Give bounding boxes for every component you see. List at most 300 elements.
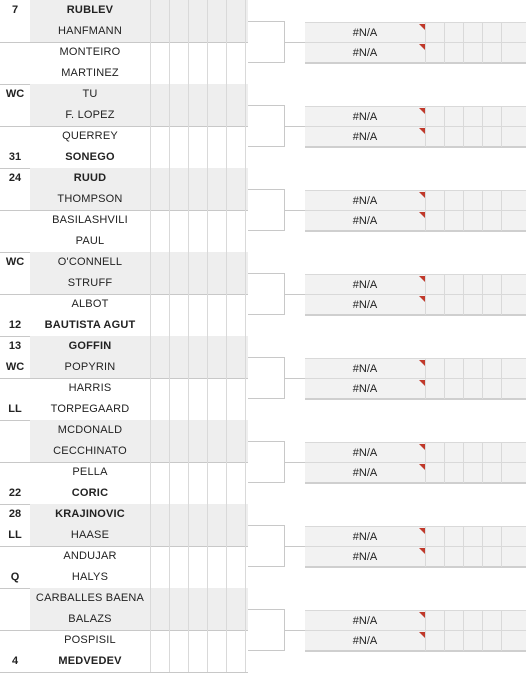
player-row[interactable] — [0, 0, 248, 21]
set-score-cell[interactable] — [169, 294, 188, 315]
set-score-cell[interactable] — [169, 105, 188, 126]
set-score-cell[interactable] — [188, 630, 207, 651]
set-score-cell[interactable] — [150, 231, 169, 252]
set-score-cell[interactable] — [226, 105, 245, 126]
set-score-cell[interactable] — [150, 462, 169, 483]
set-score-cell[interactable] — [169, 609, 188, 630]
set-score-cell[interactable] — [169, 336, 188, 357]
set-score-cell[interactable] — [169, 651, 188, 672]
player-row[interactable] — [0, 567, 248, 588]
set-score-cell[interactable] — [463, 295, 482, 315]
player-row[interactable] — [0, 483, 248, 504]
set-score-cell[interactable] — [150, 630, 169, 651]
set-score-cell[interactable] — [169, 546, 188, 567]
seed-cell[interactable] — [0, 294, 30, 315]
seed-cell[interactable]: WC — [5, 88, 25, 100]
set-score-cell[interactable] — [188, 378, 207, 399]
set-score-cell[interactable] — [226, 504, 245, 525]
set-score-cell[interactable] — [207, 168, 226, 189]
set-score-cell[interactable] — [226, 441, 245, 462]
player-row[interactable] — [0, 441, 248, 462]
set-score-cell[interactable] — [150, 504, 169, 525]
player-name-cell[interactable]: CORIC — [71, 487, 109, 499]
set-score-cell[interactable] — [226, 273, 245, 294]
second-round-slot[interactable] — [305, 190, 526, 211]
set-score-cell[interactable] — [169, 630, 188, 651]
player-row[interactable] — [0, 399, 248, 420]
set-score-cell[interactable] — [188, 273, 207, 294]
set-score-cell[interactable] — [150, 168, 169, 189]
set-score-cell[interactable] — [226, 126, 245, 147]
set-score-cell[interactable] — [482, 275, 501, 295]
set-score-cell[interactable] — [207, 483, 226, 504]
set-score-cell[interactable] — [482, 43, 501, 63]
player-row[interactable] — [0, 378, 248, 399]
player-name-cell[interactable]: PELLA — [72, 466, 108, 478]
set-score-cell[interactable] — [169, 42, 188, 63]
second-round-slot[interactable] — [305, 463, 526, 484]
set-score-cell[interactable] — [226, 525, 245, 546]
set-score-cell[interactable] — [425, 379, 444, 399]
set-score-cell[interactable] — [226, 609, 245, 630]
set-score-cell[interactable] — [463, 547, 482, 567]
player-row[interactable] — [0, 651, 248, 672]
player-row[interactable] — [0, 273, 248, 294]
set-score-cell[interactable] — [188, 294, 207, 315]
player-row[interactable] — [0, 546, 248, 567]
set-score-cell[interactable] — [169, 525, 188, 546]
set-score-cell[interactable] — [444, 463, 463, 483]
player-name-cell[interactable]: CECCHINATO — [30, 441, 150, 462]
second-round-slot[interactable] — [305, 127, 526, 148]
set-score-cell[interactable] — [150, 42, 169, 63]
set-score-cell[interactable] — [169, 147, 188, 168]
set-score-cell[interactable] — [207, 0, 226, 21]
set-score-cell[interactable] — [188, 105, 207, 126]
set-score-cell[interactable] — [188, 525, 207, 546]
seed-cell[interactable] — [0, 630, 30, 651]
second-round-slot[interactable] — [305, 43, 526, 64]
set-score-cell[interactable] — [444, 359, 463, 379]
set-score-cell[interactable] — [207, 357, 226, 378]
set-score-cell[interactable] — [463, 211, 482, 231]
set-score-cell[interactable] — [425, 43, 444, 63]
set-score-cell[interactable] — [150, 525, 169, 546]
set-score-cell[interactable] — [226, 189, 245, 210]
player-name-cell[interactable]: TORPEGAARD — [50, 403, 130, 415]
seed-cell[interactable] — [0, 609, 30, 630]
seed-cell[interactable] — [0, 189, 30, 210]
set-score-cell[interactable] — [226, 84, 245, 105]
player-name-cell[interactable]: QUERREY — [62, 130, 118, 142]
set-score-cell[interactable] — [501, 275, 520, 295]
set-score-cell[interactable] — [501, 23, 520, 43]
seed-cell[interactable] — [0, 378, 30, 399]
set-score-cell[interactable] — [444, 443, 463, 463]
set-score-cell[interactable] — [226, 210, 245, 231]
set-score-cell[interactable] — [169, 252, 188, 273]
set-score-cell[interactable] — [188, 441, 207, 462]
set-score-cell[interactable] — [501, 127, 520, 147]
set-score-cell[interactable] — [482, 23, 501, 43]
set-score-cell[interactable] — [188, 357, 207, 378]
seed-cell[interactable] — [0, 105, 30, 126]
player-name-cell[interactable]: KRAJINOVIC — [30, 504, 150, 525]
set-score-cell[interactable] — [501, 359, 520, 379]
set-score-cell[interactable] — [188, 21, 207, 42]
set-score-cell[interactable] — [207, 336, 226, 357]
set-score-cell[interactable] — [463, 191, 482, 211]
player-name-cell[interactable]: POSPISIL — [64, 634, 116, 646]
set-score-cell[interactable] — [188, 420, 207, 441]
player-name-cell[interactable]: GOFFIN — [30, 336, 150, 357]
set-score-cell[interactable] — [188, 147, 207, 168]
set-score-cell[interactable] — [226, 483, 245, 504]
set-score-cell[interactable] — [207, 525, 226, 546]
player-name-cell[interactable]: CARBALLES BAENA — [30, 588, 150, 609]
player-row[interactable] — [0, 294, 248, 315]
set-score-cell[interactable] — [463, 43, 482, 63]
set-score-cell[interactable] — [425, 611, 444, 631]
set-score-cell[interactable] — [207, 399, 226, 420]
set-score-cell[interactable] — [188, 315, 207, 336]
set-score-cell[interactable] — [482, 359, 501, 379]
set-score-cell[interactable] — [207, 189, 226, 210]
player-name-cell[interactable]: BAUTISTA AGUT — [44, 319, 136, 331]
player-row[interactable] — [0, 105, 248, 126]
set-score-cell[interactable] — [444, 191, 463, 211]
set-score-cell[interactable] — [501, 43, 520, 63]
set-score-cell[interactable] — [444, 107, 463, 127]
player-row[interactable] — [0, 525, 248, 546]
seed-cell[interactable]: 13 — [8, 340, 22, 352]
set-score-cell[interactable] — [226, 630, 245, 651]
seed-cell[interactable] — [0, 420, 30, 441]
set-score-cell[interactable] — [207, 126, 226, 147]
set-score-cell[interactable] — [188, 651, 207, 672]
set-score-cell[interactable] — [150, 210, 169, 231]
set-score-cell[interactable] — [501, 107, 520, 127]
set-score-cell[interactable] — [207, 210, 226, 231]
set-score-cell[interactable] — [463, 631, 482, 651]
set-score-cell[interactable] — [150, 483, 169, 504]
seed-cell[interactable]: 24 — [8, 172, 22, 184]
set-score-cell[interactable] — [169, 231, 188, 252]
set-score-cell[interactable] — [501, 631, 520, 651]
set-score-cell[interactable] — [501, 527, 520, 547]
player-name-cell[interactable]: MEDVEDEV — [58, 655, 122, 667]
player-name-cell[interactable]: RUBLEV — [30, 0, 150, 21]
set-score-cell[interactable] — [169, 378, 188, 399]
player-row[interactable] — [0, 357, 248, 378]
player-row[interactable] — [0, 189, 248, 210]
player-name-cell[interactable]: MARTINEZ — [61, 67, 119, 79]
set-score-cell[interactable] — [188, 399, 207, 420]
second-round-slot[interactable] — [305, 547, 526, 568]
set-score-cell[interactable] — [425, 191, 444, 211]
set-score-cell[interactable] — [150, 441, 169, 462]
set-score-cell[interactable] — [226, 651, 245, 672]
seed-cell[interactable]: Q — [10, 571, 20, 583]
set-score-cell[interactable] — [207, 378, 226, 399]
set-score-cell[interactable] — [169, 84, 188, 105]
set-score-cell[interactable] — [226, 21, 245, 42]
player-name-cell[interactable]: POPYRIN — [30, 357, 150, 378]
seed-cell[interactable] — [0, 63, 30, 84]
player-name-cell[interactable]: ALBOT — [71, 298, 109, 310]
set-score-cell[interactable] — [444, 211, 463, 231]
set-score-cell[interactable] — [188, 504, 207, 525]
set-score-cell[interactable] — [150, 273, 169, 294]
player-row[interactable] — [0, 252, 248, 273]
set-score-cell[interactable] — [169, 126, 188, 147]
set-score-cell[interactable] — [150, 126, 169, 147]
set-score-cell[interactable] — [463, 611, 482, 631]
set-score-cell[interactable] — [169, 441, 188, 462]
set-score-cell[interactable] — [150, 420, 169, 441]
second-round-slot[interactable] — [305, 610, 526, 631]
set-score-cell[interactable] — [207, 231, 226, 252]
set-score-cell[interactable] — [501, 463, 520, 483]
seed-cell[interactable] — [0, 231, 30, 252]
set-score-cell[interactable] — [444, 547, 463, 567]
set-score-cell[interactable] — [207, 147, 226, 168]
seed-cell[interactable] — [0, 441, 30, 462]
set-score-cell[interactable] — [226, 294, 245, 315]
set-score-cell[interactable] — [188, 336, 207, 357]
set-score-cell[interactable] — [444, 43, 463, 63]
set-score-cell[interactable] — [150, 21, 169, 42]
set-score-cell[interactable] — [482, 295, 501, 315]
set-score-cell[interactable] — [169, 21, 188, 42]
set-score-cell[interactable] — [207, 546, 226, 567]
set-score-cell[interactable] — [226, 357, 245, 378]
set-score-cell[interactable] — [169, 504, 188, 525]
set-score-cell[interactable] — [463, 275, 482, 295]
set-score-cell[interactable] — [226, 0, 245, 21]
set-score-cell[interactable] — [444, 379, 463, 399]
set-score-cell[interactable] — [226, 546, 245, 567]
set-score-cell[interactable] — [482, 127, 501, 147]
seed-cell[interactable] — [0, 546, 30, 567]
second-round-slot[interactable] — [305, 106, 526, 127]
set-score-cell[interactable] — [482, 379, 501, 399]
player-row[interactable] — [0, 504, 248, 525]
seed-cell[interactable]: 31 — [8, 151, 22, 163]
set-score-cell[interactable] — [207, 42, 226, 63]
second-round-slot[interactable] — [305, 22, 526, 43]
set-score-cell[interactable] — [169, 357, 188, 378]
set-score-cell[interactable] — [207, 63, 226, 84]
set-score-cell[interactable] — [188, 210, 207, 231]
set-score-cell[interactable] — [501, 295, 520, 315]
set-score-cell[interactable] — [226, 420, 245, 441]
set-score-cell[interactable] — [226, 588, 245, 609]
player-name-cell[interactable]: TU — [30, 84, 150, 105]
set-score-cell[interactable] — [226, 462, 245, 483]
set-score-cell[interactable] — [150, 294, 169, 315]
set-score-cell[interactable] — [444, 611, 463, 631]
set-score-cell[interactable] — [425, 631, 444, 651]
player-row[interactable] — [0, 126, 248, 147]
set-score-cell[interactable] — [188, 588, 207, 609]
seed-cell[interactable] — [0, 42, 30, 63]
set-score-cell[interactable] — [150, 84, 169, 105]
set-score-cell[interactable] — [425, 127, 444, 147]
set-score-cell[interactable] — [169, 273, 188, 294]
player-name-cell[interactable]: THOMPSON — [30, 189, 150, 210]
second-round-slot[interactable] — [305, 379, 526, 400]
seed-cell[interactable] — [0, 588, 30, 609]
player-row[interactable] — [0, 609, 248, 630]
set-score-cell[interactable] — [501, 379, 520, 399]
player-name-cell[interactable]: SONEGO — [65, 151, 115, 163]
set-score-cell[interactable] — [425, 527, 444, 547]
set-score-cell[interactable] — [226, 567, 245, 588]
set-score-cell[interactable] — [226, 63, 245, 84]
seed-cell[interactable] — [0, 210, 30, 231]
set-score-cell[interactable] — [207, 420, 226, 441]
set-score-cell[interactable] — [207, 315, 226, 336]
set-score-cell[interactable] — [425, 295, 444, 315]
set-score-cell[interactable] — [207, 252, 226, 273]
player-row[interactable] — [0, 210, 248, 231]
set-score-cell[interactable] — [150, 147, 169, 168]
set-score-cell[interactable] — [169, 0, 188, 21]
set-score-cell[interactable] — [226, 231, 245, 252]
player-name-cell[interactable]: RUUD — [30, 168, 150, 189]
second-round-slot[interactable] — [305, 274, 526, 295]
seed-cell[interactable]: 4 — [11, 655, 19, 667]
set-score-cell[interactable] — [482, 107, 501, 127]
player-name-cell[interactable]: HARRIS — [68, 382, 112, 394]
set-score-cell[interactable] — [226, 147, 245, 168]
set-score-cell[interactable] — [501, 547, 520, 567]
set-score-cell[interactable] — [207, 462, 226, 483]
set-score-cell[interactable] — [425, 359, 444, 379]
player-name-cell[interactable]: MONTEIRO — [59, 46, 121, 58]
set-score-cell[interactable] — [150, 546, 169, 567]
second-round-slot[interactable] — [305, 358, 526, 379]
set-score-cell[interactable] — [169, 399, 188, 420]
set-score-cell[interactable] — [169, 63, 188, 84]
seed-cell[interactable] — [0, 273, 30, 294]
second-round-slot[interactable] — [305, 442, 526, 463]
set-score-cell[interactable] — [501, 211, 520, 231]
set-score-cell[interactable] — [463, 463, 482, 483]
set-score-cell[interactable] — [444, 275, 463, 295]
second-round-slot[interactable] — [305, 211, 526, 232]
set-score-cell[interactable] — [150, 315, 169, 336]
set-score-cell[interactable] — [463, 443, 482, 463]
set-score-cell[interactable] — [169, 189, 188, 210]
set-score-cell[interactable] — [188, 63, 207, 84]
second-round-slot[interactable] — [305, 526, 526, 547]
player-name-cell[interactable]: PAUL — [75, 235, 105, 247]
second-round-slot[interactable] — [305, 295, 526, 316]
set-score-cell[interactable] — [207, 609, 226, 630]
seed-cell[interactable] — [0, 126, 30, 147]
player-row[interactable] — [0, 168, 248, 189]
set-score-cell[interactable] — [150, 378, 169, 399]
seed-cell[interactable]: WC — [5, 256, 25, 268]
set-score-cell[interactable] — [207, 441, 226, 462]
player-row[interactable] — [0, 462, 248, 483]
seed-cell[interactable]: 28 — [8, 508, 22, 520]
set-score-cell[interactable] — [207, 504, 226, 525]
set-score-cell[interactable] — [226, 315, 245, 336]
seed-cell[interactable]: LL — [8, 529, 22, 541]
set-score-cell[interactable] — [425, 443, 444, 463]
set-score-cell[interactable] — [444, 631, 463, 651]
set-score-cell[interactable] — [188, 462, 207, 483]
set-score-cell[interactable] — [425, 275, 444, 295]
set-score-cell[interactable] — [188, 231, 207, 252]
set-score-cell[interactable] — [226, 378, 245, 399]
set-score-cell[interactable] — [169, 168, 188, 189]
set-score-cell[interactable] — [150, 357, 169, 378]
set-score-cell[interactable] — [482, 463, 501, 483]
set-score-cell[interactable] — [207, 588, 226, 609]
player-row[interactable] — [0, 630, 248, 651]
set-score-cell[interactable] — [150, 588, 169, 609]
set-score-cell[interactable] — [169, 210, 188, 231]
set-score-cell[interactable] — [188, 546, 207, 567]
set-score-cell[interactable] — [482, 547, 501, 567]
set-score-cell[interactable] — [207, 21, 226, 42]
set-score-cell[interactable] — [207, 567, 226, 588]
player-row[interactable] — [0, 21, 248, 42]
set-score-cell[interactable] — [207, 84, 226, 105]
set-score-cell[interactable] — [188, 168, 207, 189]
seed-cell[interactable]: WC — [5, 361, 25, 373]
player-row[interactable] — [0, 63, 248, 84]
set-score-cell[interactable] — [226, 252, 245, 273]
set-score-cell[interactable] — [501, 611, 520, 631]
player-name-cell[interactable]: F. LOPEZ — [30, 105, 150, 126]
seed-cell[interactable] — [0, 462, 30, 483]
player-name-cell[interactable]: BASILASHVILI — [52, 214, 128, 226]
player-name-cell[interactable]: HALYS — [71, 571, 109, 583]
set-score-cell[interactable] — [150, 336, 169, 357]
player-name-cell[interactable]: HANFMANN — [30, 21, 150, 42]
set-score-cell[interactable] — [501, 443, 520, 463]
set-score-cell[interactable] — [463, 379, 482, 399]
set-score-cell[interactable] — [425, 547, 444, 567]
set-score-cell[interactable] — [150, 252, 169, 273]
set-score-cell[interactable] — [207, 105, 226, 126]
set-score-cell[interactable] — [425, 463, 444, 483]
set-score-cell[interactable] — [226, 336, 245, 357]
set-score-cell[interactable] — [188, 42, 207, 63]
set-score-cell[interactable] — [150, 651, 169, 672]
set-score-cell[interactable] — [482, 443, 501, 463]
seed-cell[interactable]: LL — [8, 403, 22, 415]
player-row[interactable] — [0, 336, 248, 357]
set-score-cell[interactable] — [150, 609, 169, 630]
player-name-cell[interactable]: HAASE — [30, 525, 150, 546]
set-score-cell[interactable] — [482, 631, 501, 651]
set-score-cell[interactable] — [463, 23, 482, 43]
set-score-cell[interactable] — [188, 252, 207, 273]
set-score-cell[interactable] — [463, 127, 482, 147]
set-score-cell[interactable] — [207, 294, 226, 315]
player-row[interactable] — [0, 84, 248, 105]
seed-cell[interactable]: 7 — [11, 4, 19, 16]
set-score-cell[interactable] — [444, 527, 463, 547]
set-score-cell[interactable] — [463, 107, 482, 127]
set-score-cell[interactable] — [425, 107, 444, 127]
